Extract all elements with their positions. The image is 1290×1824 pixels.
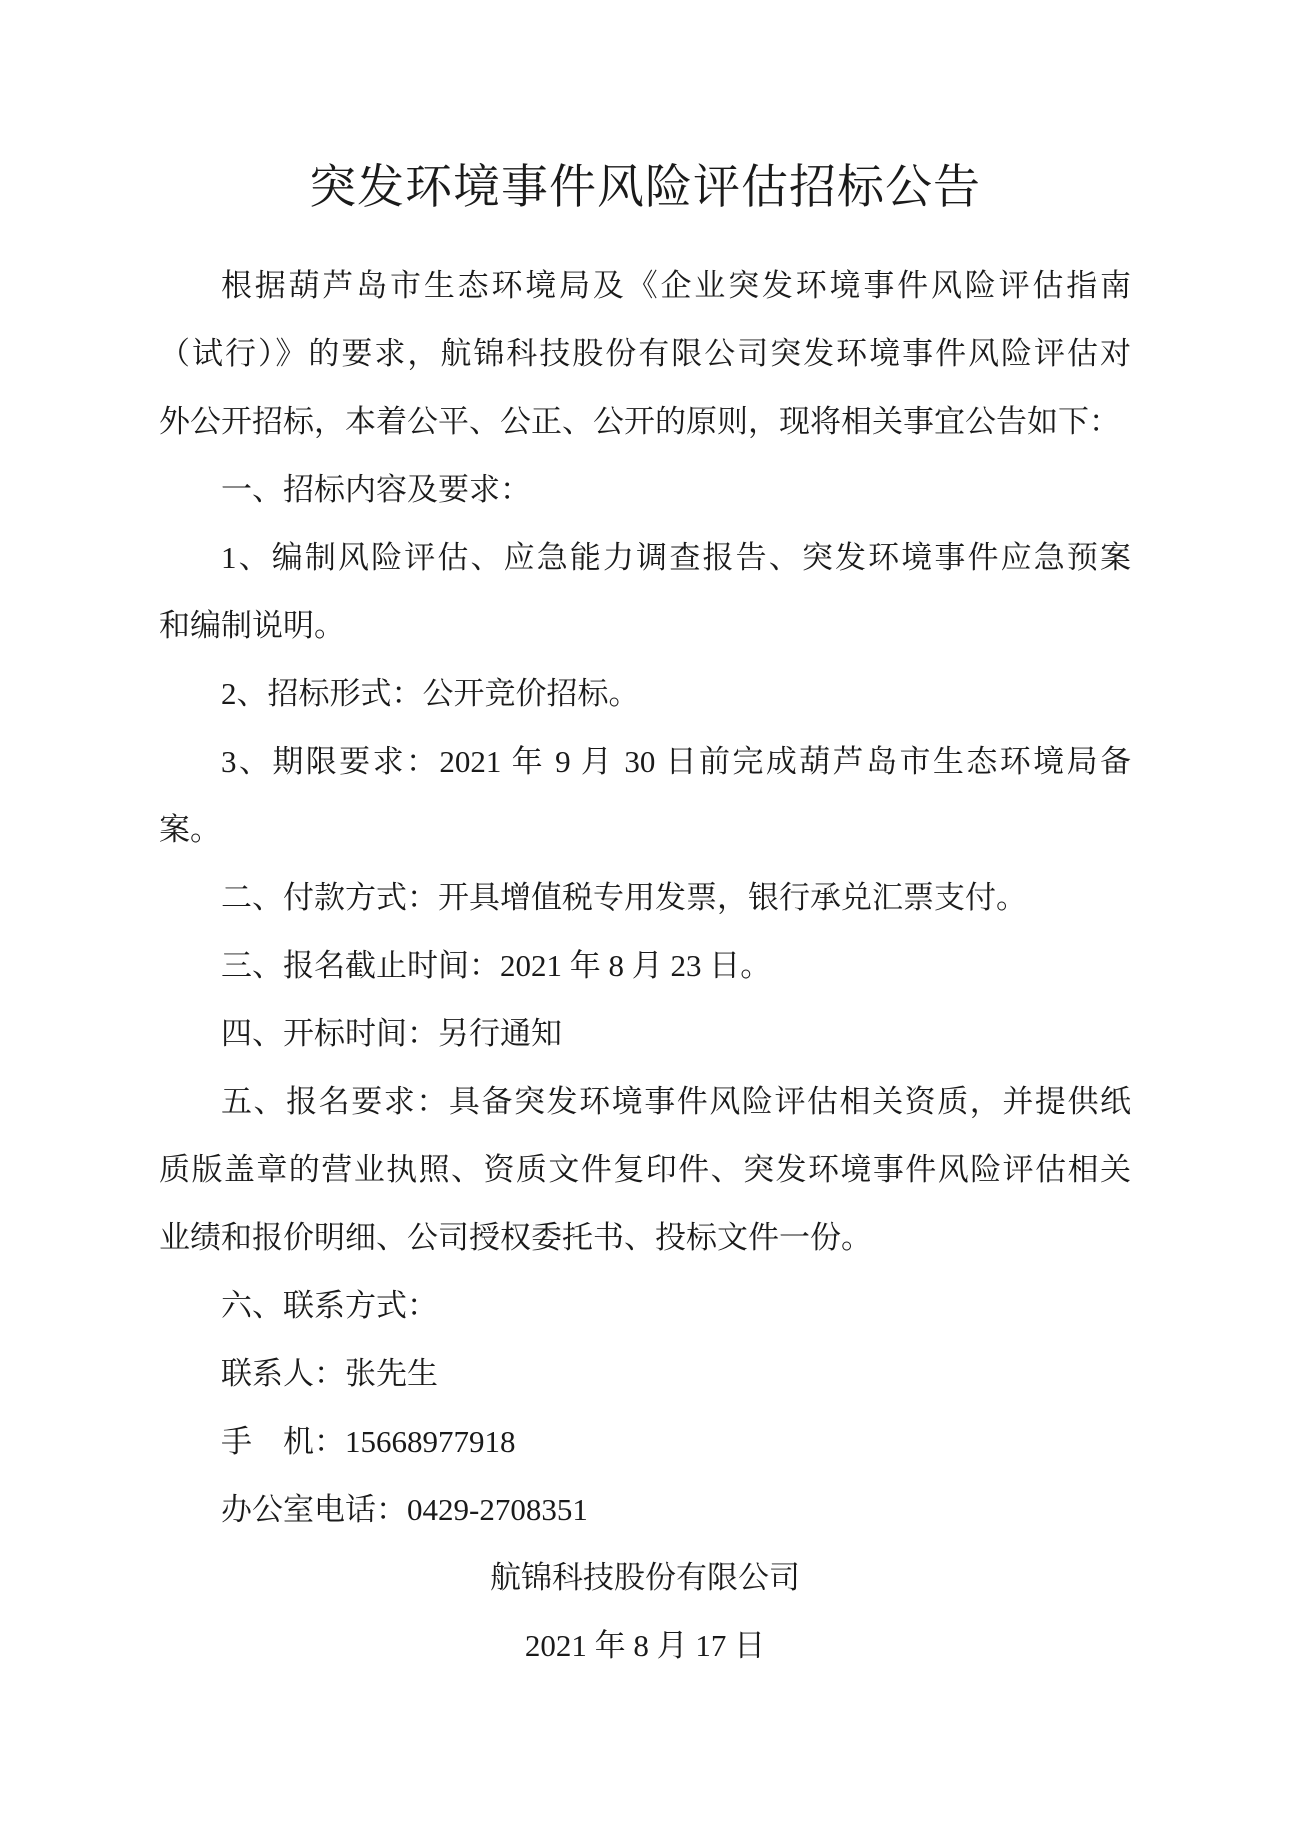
section-5-line: 业绩和报价明细、公司授权委托书、投标文件一份。 bbox=[159, 1220, 872, 1255]
section-1-item-1-line: 和编制说明。 bbox=[159, 608, 345, 643]
contact-person-line: 联系人：张先生 bbox=[221, 1356, 438, 1391]
section-1-heading: 一、招标内容及要求： bbox=[221, 472, 531, 507]
section-5-line: 质版盖章的营业执照、资质文件复印件、突发环境事件风险评估相关 bbox=[159, 1152, 1131, 1187]
contact-mobile-line: 手 机：15668977918 bbox=[221, 1424, 516, 1459]
section-1-item-1-line: 1、编制风险评估、应急能力调查报告、突发环境事件应急预案 bbox=[221, 540, 1131, 575]
section-5-line: 五、报名要求：具备突发环境事件风险评估相关资质，并提供纸 bbox=[221, 1084, 1131, 1119]
section-1-item-3-line: 3、期限要求：2021 年 9 月 30 日前完成葫芦岛市生态环境局备 bbox=[221, 744, 1131, 779]
section-6-heading: 六、联系方式： bbox=[221, 1288, 438, 1323]
signature-date: 2021 年 8 月 17 日 bbox=[524, 1628, 766, 1663]
intro-line: 外公开招标，本着公平、公正、公开的原则，现将相关事宜公告如下： bbox=[159, 404, 1120, 439]
intro-line: （试行）》的要求，航锦科技股份有限公司突发环境事件风险评估对 bbox=[159, 336, 1131, 371]
section-2-line: 二、付款方式：开具增值税专用发票，银行承兑汇票支付。 bbox=[221, 880, 1027, 915]
section-3-line: 三、报名截止时间：2021 年 8 月 23 日。 bbox=[221, 948, 772, 983]
signature-company: 航锦科技股份有限公司 bbox=[490, 1560, 800, 1595]
section-1-item-3-line: 案。 bbox=[159, 812, 221, 847]
document-title: 突发环境事件风险评估招标公告 bbox=[309, 162, 981, 214]
section-1-item-2-line: 2、招标形式：公开竞价招标。 bbox=[221, 676, 640, 711]
contact-office-phone-line: 办公室电话：0429-2708351 bbox=[221, 1492, 588, 1527]
intro-line: 根据葫芦岛市生态环境局及《企业突发环境事件风险评估指南 bbox=[221, 268, 1131, 303]
section-4-line: 四、开标时间：另行通知 bbox=[221, 1016, 562, 1051]
